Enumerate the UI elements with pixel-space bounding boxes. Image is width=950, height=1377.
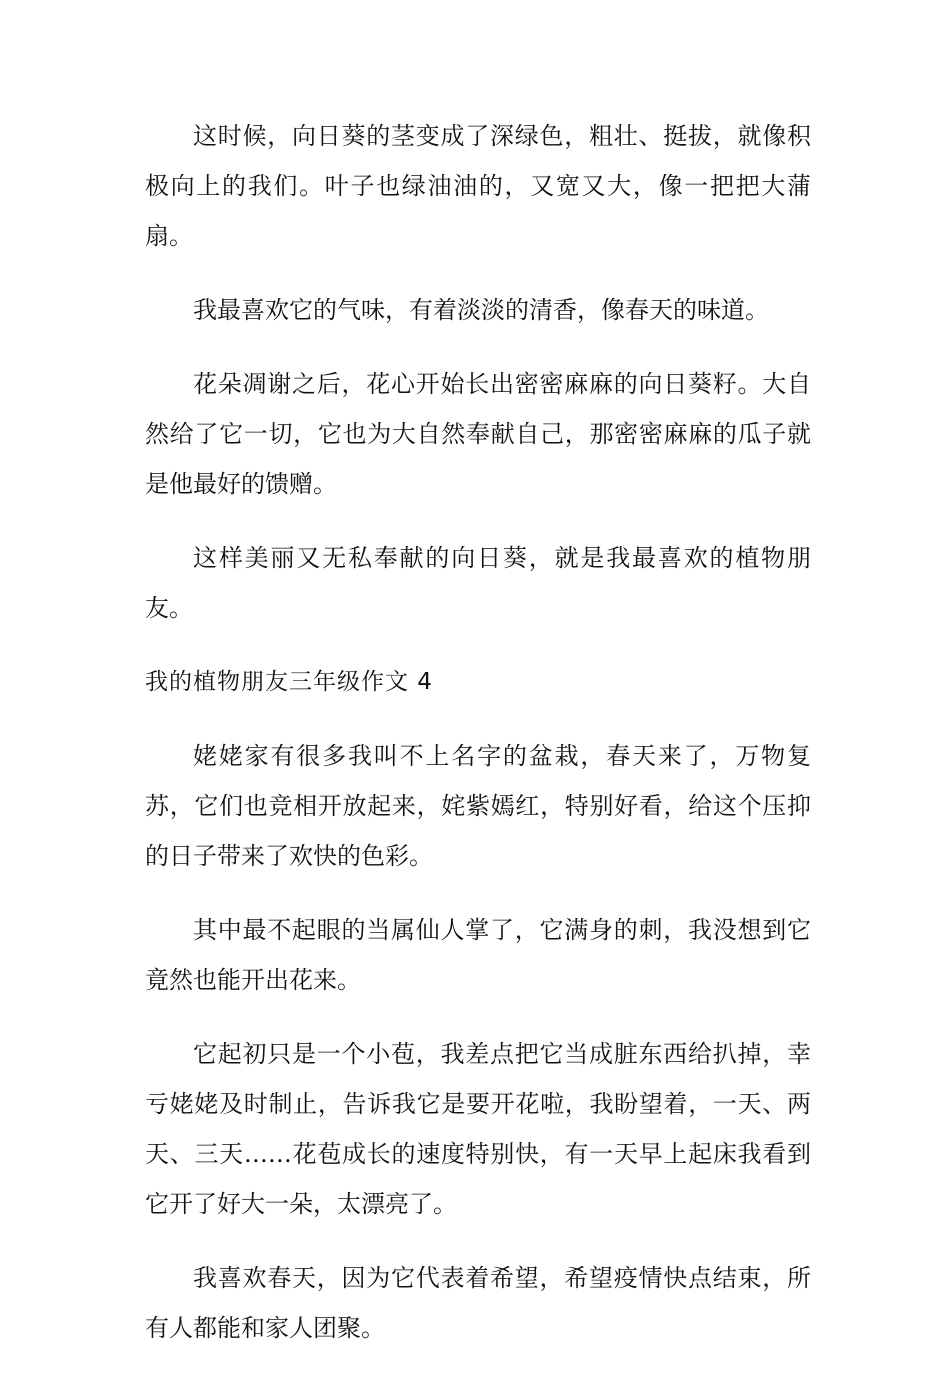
paragraph: 我喜欢春天，因为它代表着希望，希望疫情快点结束，所有人都能和家人团聚。 bbox=[145, 1264, 811, 1342]
paragraph: 姥姥家有很多我叫不上名字的盆栽，春天来了，万物复苏，它们也竞相开放起来，姹紫嫣红，特别好看，给这个压抑的日子带来了欢快的色彩。 bbox=[145, 742, 811, 870]
paragraph: 我最喜欢它的气味，有着淡淡的清香，像春天的味道。 bbox=[193, 296, 769, 324]
paragraph: 这时候，向日葵的茎变成了深绿色，粗壮、挺拔，就像积极向上的我们。叶子也绿油油的，又宽又大，像一把把大蒲扇。 bbox=[145, 122, 811, 250]
paragraph: 花朵凋谢之后，花心开始长出密密麻麻的向日葵籽。大自然给了它一切，它也为大自然奉献自己，那密密麻麻的瓜子就是他最好的馈赠。 bbox=[145, 370, 811, 498]
section-heading: 我的植物朋友三年级作文 4 bbox=[145, 669, 433, 695]
document-body bbox=[145, 111, 811, 1377]
paragraph: 它起初只是一个小苞，我差点把它当成脏东西给扒掉，幸亏姥姥及时制止，告诉我它是要开花啦，我盼望着，一天、两天、三天……花苞成长的速度特别快，有一天早上起床我看到它开了好大一朵，太漂亮了。 bbox=[145, 1040, 811, 1218]
paragraph: 其中最不起眼的当属仙人掌了，它满身的刺，我没想到它竟然也能开出花来。 bbox=[145, 916, 811, 994]
paragraph: 这样美丽又无私奉献的向日葵，就是我最喜欢的植物朋友。 bbox=[145, 544, 811, 622]
